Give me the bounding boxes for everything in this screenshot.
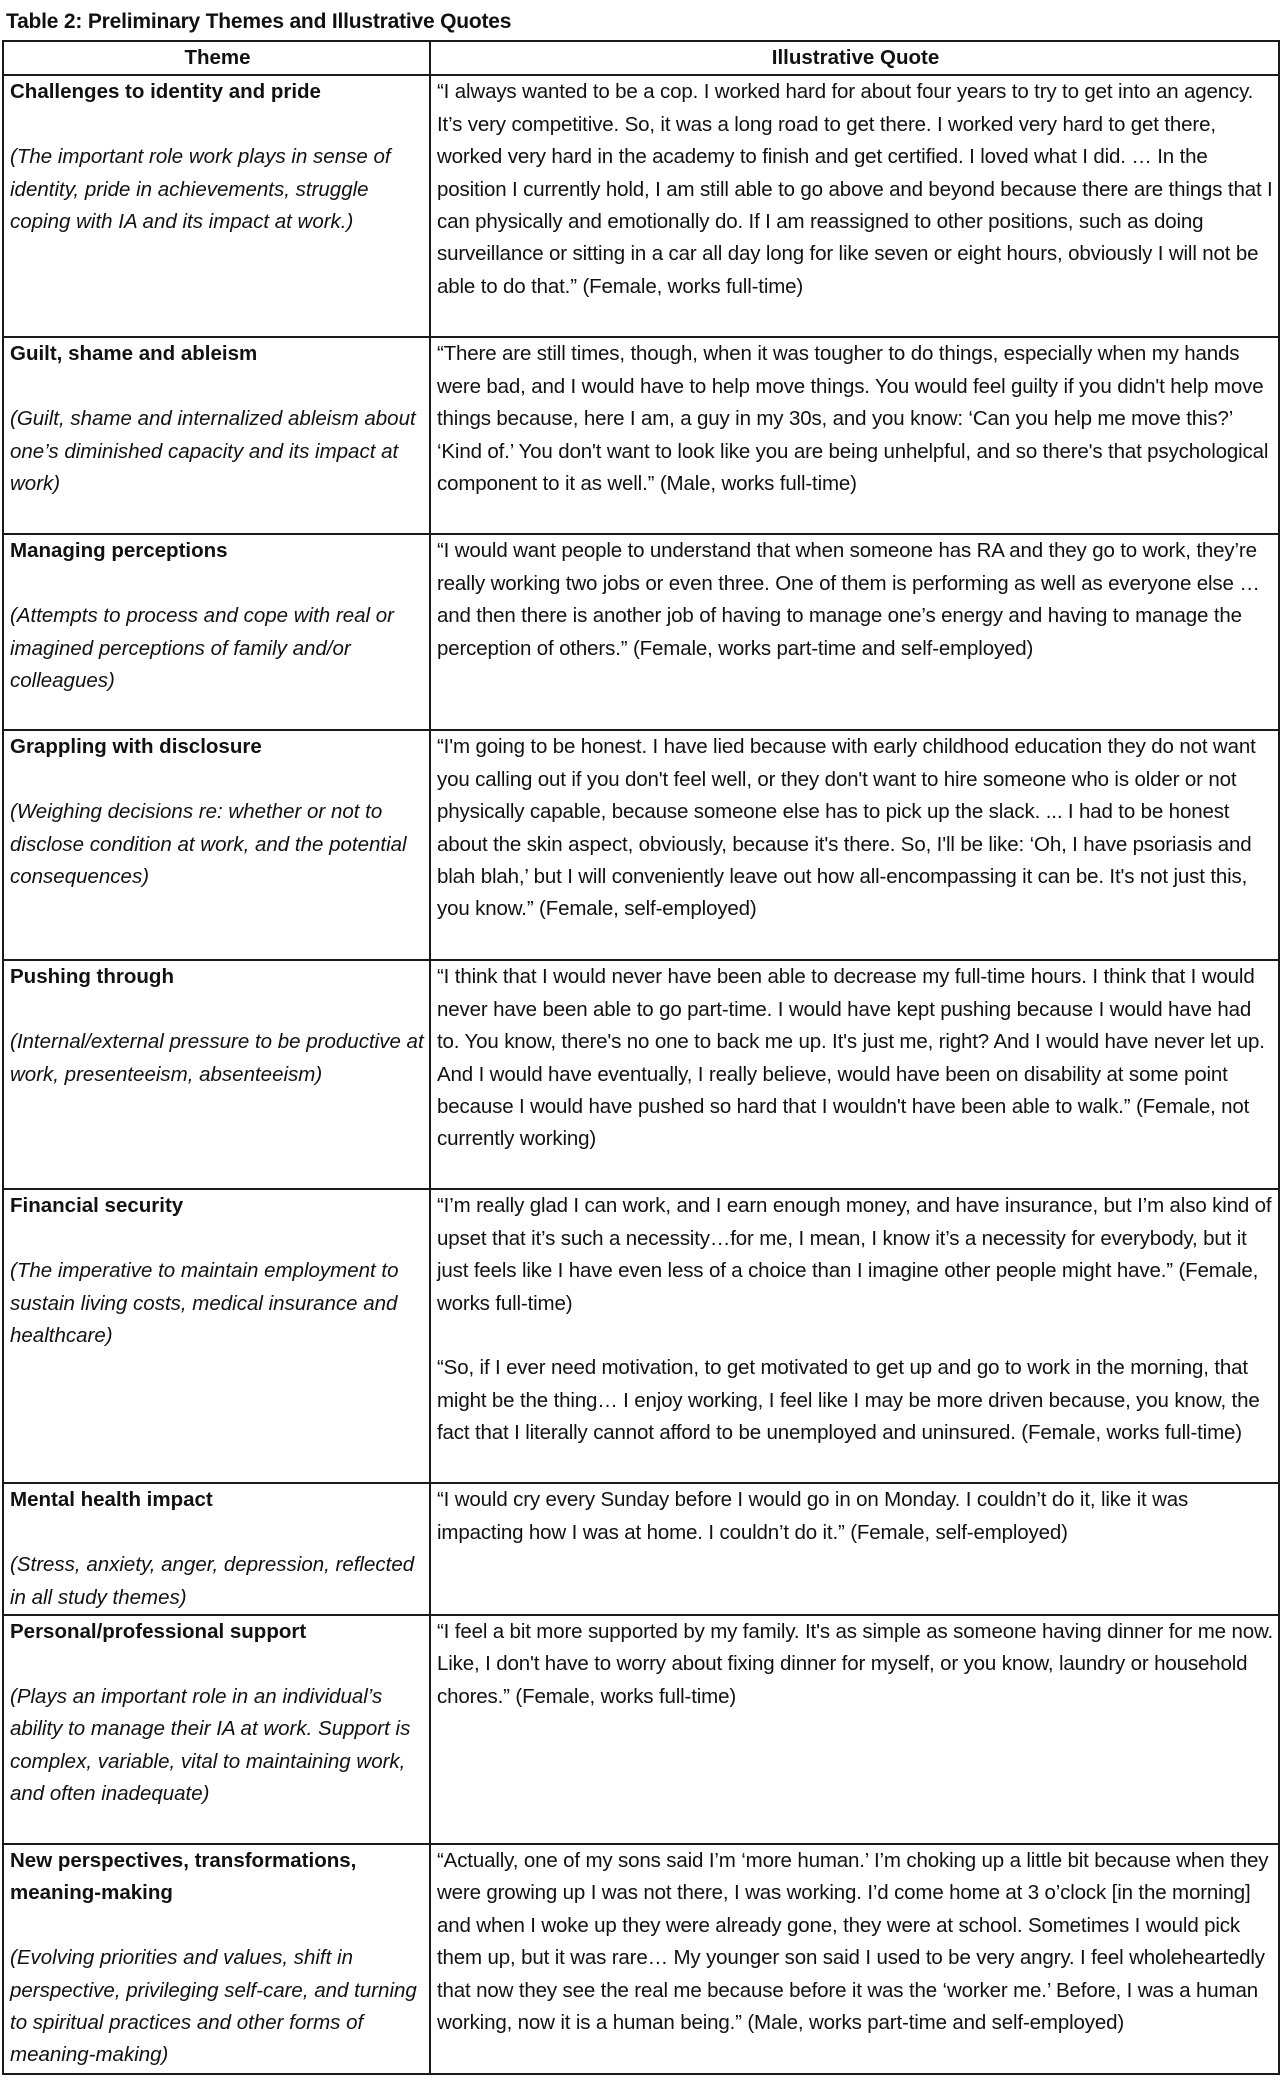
quote-text: “I would cry every Sunday before I would go in on Monday. I couldn’t do it, like it was impacting how I was at home. I couldn’t do it.” (Female, self-employed) <box>437 1488 1189 1544</box>
table-row <box>3 534 1279 730</box>
spacer <box>10 1517 425 1549</box>
quote-cell <box>430 75 1279 337</box>
quote-text: “I’m really glad I can work, and I earn enough money, and have insurance, but I’m also kind of upset that it’s such a necessity…for me, I mean, I know it’s a necessity for everybody, but it just feels like I have even less of a choice than I imagine other people might have.” (Female, works full-time) <box>437 1194 1272 1315</box>
quote-text: “There are still times, though, when it was tougher to do things, especially when my hands were bad, and I would have to help move things. You would feel guilty if you didn't help move things because, here I am, a guy in my 30s, and you know: ‘Can you help me move this?’ ‘Kind of.’ You don't want to look like you are being unhelpful, and so there's that psychological component to it as well.” (Male, works full-time) <box>437 342 1269 496</box>
theme-title: Guilt, shame and ableism <box>10 342 258 366</box>
theme-description: (Plays an important role in an individual’s ability to manage their IA at work. Support is complex, variable, vital to maintaining work, and often inadequate) <box>10 1684 411 1806</box>
quote-text: “Actually, one of my sons said I’m ‘more human.’ I’m choking up a little bit because when they were growing up I was not there, I was working. I’d come home at 3 o’clock [in the morning] and when I woke up they were already gone, they were at school. Sometimes I would pick them up, but it was rare… My younger son said I used to be very angry. I feel wholeheartedly that now they see the real me because before it was the ‘worker me.’ Before, I was a human working, now it is a human being.” (Male, works part-time and self-employed) <box>437 1849 1269 2035</box>
spacer <box>10 371 425 403</box>
theme-title: Financial security <box>10 1194 184 1218</box>
theme-cell <box>3 730 430 960</box>
table-row <box>3 75 1279 337</box>
quote-text: “So, if I ever need motivation, to get motivated to get up and go to work in the morning, that might be the thing… I enjoy working, I feel like I may be more driven because, you know, the fact that I literally cannot afford to be unemployed and uninsured. (Female, works full-time) <box>437 1356 1260 1445</box>
table-header-row <box>3 41 1279 75</box>
header-quote: Illustrative Quote <box>430 41 1279 75</box>
quote-text: “I'm going to be honest. I have lied because with early childhood education they do not want you calling out if you don't feel well, or they don't want to hire someone who is older or not physically capable, because someone else has to pick up the slack. ... I had to be honest about the skin aspect, obviously, because it's there. So, I'll be like: ‘Oh, I have psoriasis and blah blah,’ but I will conveniently leave out how all-encompassing it can be. It's not just this, you know.” (Female, self-employed) <box>437 735 1256 921</box>
quote-text: “I would want people to understand that when someone has RA and they go to work, they’re really working two jobs or even three. One of them is performing as well as everyone else … and then there is another job of having to manage one’s energy and having to manage the perception of others.” (Female, works part-time and self-employed) <box>437 539 1260 660</box>
themes-quotes-table <box>2 40 1280 2075</box>
theme-description: (Weighing decisions re: whether or not to disclose condition at work, and the potential consequences) <box>10 800 407 889</box>
table-row <box>3 1189 1279 1483</box>
theme-cell <box>3 1189 430 1483</box>
quote-cell <box>430 1844 1279 2074</box>
quote-text: “I always wanted to be a cop. I worked hard for about four years to try to get into an agency. It’s very competitive. So, it was a long road to get there. I worked very hard to get there, worked very hard in the academy to finish and get certified. I loved what I did. … In the position I currently hold, I am still able to go above and beyond because there are things that I can physically and emotionally do. If I am reassigned to other positions, such as doing surveillance or sitting in a car all day long for like seven or eight hours, obviously I will not be able to do that.” (Female, works full-time) <box>437 80 1273 298</box>
table-row <box>3 337 1279 534</box>
quote-cell <box>430 960 1279 1189</box>
theme-title: Grappling with disclosure <box>10 735 262 759</box>
spacer <box>10 1910 425 1942</box>
theme-title: New perspectives, transformations, meaning-making <box>10 1849 357 1905</box>
theme-title: Managing perceptions <box>10 539 228 563</box>
theme-description: (Guilt, shame and internalized ableism about one’s diminished capacity and its impact at work) <box>10 407 416 496</box>
quote-text: “I feel a bit more supported by my family. It's as simple as someone having dinner for me now. Like, I don't have to worry about fixing dinner for myself, or you know, laundry or household chores.” (Female, works full-time) <box>437 1620 1274 1708</box>
theme-description: (The imperative to maintain employment to sustain living costs, medical insurance and healthcare) <box>10 1259 399 1348</box>
theme-cell <box>3 1615 430 1844</box>
header-theme: Theme <box>3 41 430 75</box>
table-row <box>3 1483 1279 1615</box>
spacer <box>10 764 425 796</box>
theme-title: Pushing through <box>10 965 174 989</box>
quote-text: “I think that I would never have been able to decrease my full-time hours. I think that I would never have been able to go part-time. I would have kept pushing because I would have had to. You know, there's no one to back me up. It's just me, right? And I would have never let up. And I would have eventually, I really believe, would have been on disability at some point because I would have pushed so hard that I wouldn't have been able to walk.” (Female, not currently working) <box>437 965 1265 1151</box>
quote-cell <box>430 1189 1279 1483</box>
spacer <box>10 994 425 1026</box>
table-row <box>3 730 1279 960</box>
spacer <box>10 568 425 600</box>
spacer <box>10 1648 425 1680</box>
quote-cell <box>430 534 1279 730</box>
quote-cell <box>430 337 1279 534</box>
spacer <box>10 109 425 141</box>
quote-cell <box>430 1483 1279 1615</box>
theme-title: Personal/professional support <box>10 1620 307 1644</box>
theme-description: (Attempts to process and cope with real or imagined perceptions of family and/or colleagues) <box>10 604 394 693</box>
theme-description: (Evolving priorities and values, shift in perspective, privileging self-care, and turning to spiritual practices and other forms of meaning-making) <box>10 1946 417 2067</box>
theme-cell <box>3 1844 430 2074</box>
theme-cell <box>3 337 430 534</box>
table-row <box>3 1844 1279 2074</box>
quote-cell <box>430 1615 1279 1844</box>
theme-cell <box>3 1483 430 1615</box>
theme-cell <box>3 75 430 337</box>
theme-description: (Stress, anxiety, anger, depression, reflected in all study themes) <box>10 1553 415 1609</box>
theme-description: (Internal/external pressure to be productive at work, presenteeism, absenteeism) <box>10 1030 424 1086</box>
theme-description: (The important role work plays in sense of identity, pride in achievements, struggle coping with IA and its impact at work.) <box>10 145 391 234</box>
theme-cell <box>3 534 430 730</box>
spacer <box>10 1223 425 1255</box>
quote-cell <box>430 730 1279 960</box>
theme-title: Challenges to identity and pride <box>10 80 321 104</box>
table-row <box>3 960 1279 1189</box>
table-row <box>3 1615 1279 1844</box>
theme-cell <box>3 960 430 1189</box>
table-caption: Table 2: Preliminary Themes and Illustrative Quotes <box>6 10 512 33</box>
theme-title: Mental health impact <box>10 1488 213 1512</box>
